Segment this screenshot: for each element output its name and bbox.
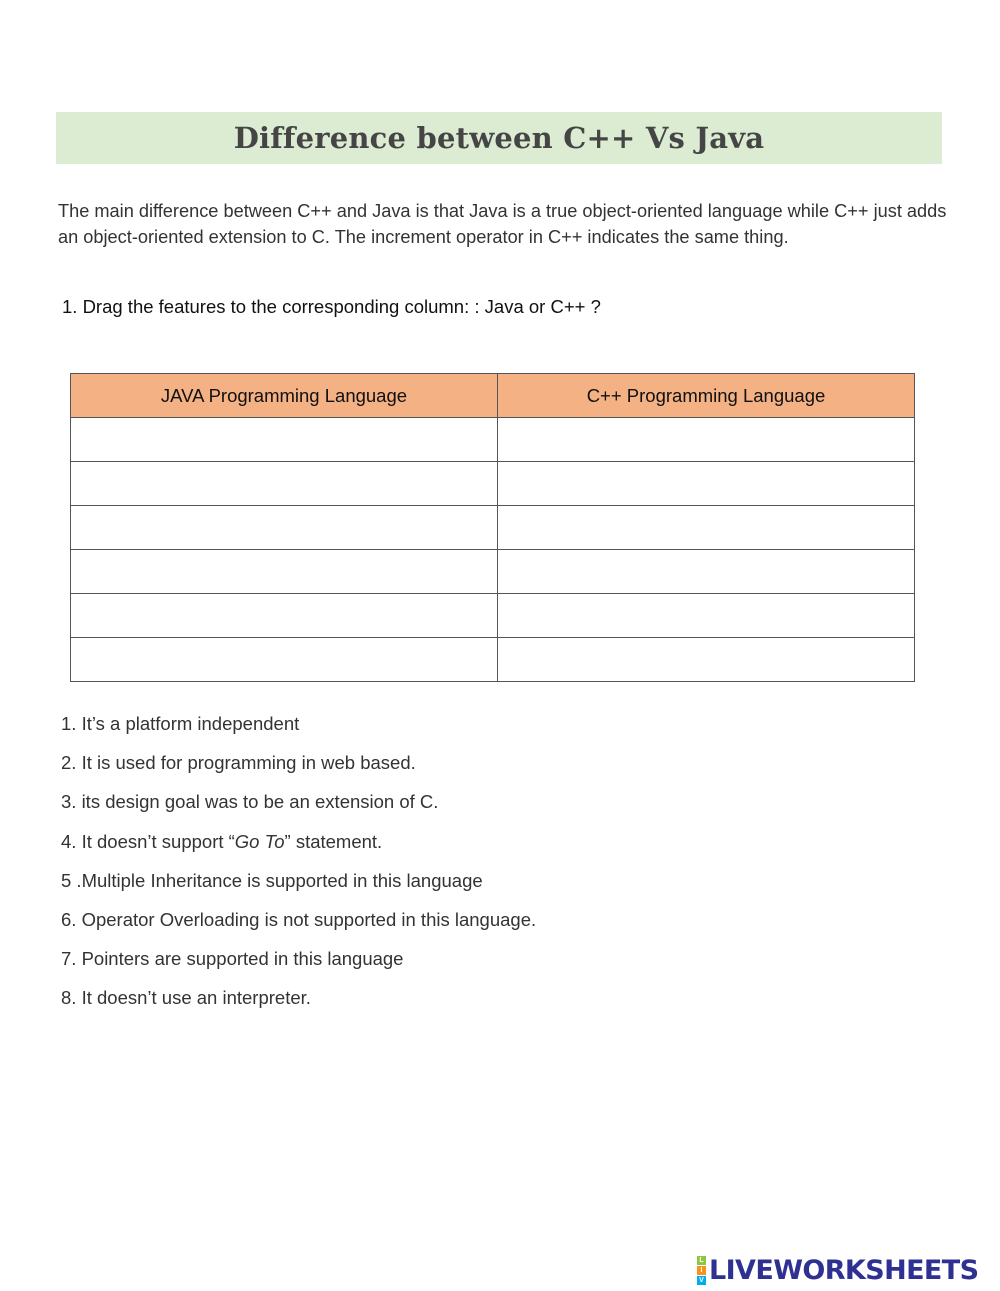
java-drop-zone[interactable] [71,418,498,462]
cpp-drop-zone[interactable] [498,506,915,550]
java-column-header: JAVA Programming Language [71,374,498,418]
logo-letter-i: I [697,1266,706,1275]
feature-item-6[interactable]: 6. Operator Overloading is not supported in this language. [61,908,537,930]
intro-paragraph: The main difference between C++ and Java is that Java is a true object-oriented language while C++ just adds an object-oriented extension to C. The increment operator in C++ indicates the same thing. [58,201,947,247]
feature-item-4-tail: ” statement. [284,830,383,852]
logo-letter-v: V [697,1276,706,1285]
feature-list [61,709,536,1023]
feature-item-8[interactable]: 8. It doesn’t use an interpreter. [61,987,311,1009]
feature-item-4-lead: 4. It doesn’t support “ [61,830,235,852]
cpp-drop-zone[interactable] [498,418,915,462]
liveworksheets-wordmark: LIVEWORKSHEETS [709,1254,979,1286]
table-row [71,550,915,594]
cpp-drop-zone[interactable] [498,638,915,682]
instruction-text: 1. Drag the features to the corresponding column: : Java or C++ ? [62,296,601,317]
liveworksheets-logo [697,1252,978,1288]
java-drop-zone[interactable] [71,506,498,550]
sorting-table [70,373,915,682]
java-drop-zone[interactable] [71,462,498,506]
feature-item-7[interactable]: 7. Pointers are supported in this language [61,948,404,970]
table-row [71,638,915,682]
cpp-drop-zone[interactable] [498,594,915,638]
feature-item-4[interactable] [61,827,536,866]
page-title: Difference between C++ Vs Java [233,121,765,155]
liveworksheets-icon [697,1255,706,1285]
table-row [71,462,915,506]
feature-item-4-goto: Go To [234,830,285,852]
logo-letter-l: L [697,1256,706,1265]
java-drop-zone[interactable] [71,550,498,594]
cpp-drop-zone[interactable] [498,550,915,594]
title-banner [56,112,942,164]
table-header-row [71,374,915,418]
feature-item-5[interactable]: 5 .Multiple Inheritance is supported in this language [61,869,483,891]
cpp-drop-zone[interactable] [498,462,915,506]
feature-item-2[interactable]: 2. It is used for programming in web based. [61,752,416,774]
java-drop-zone[interactable] [71,638,498,682]
feature-item-3[interactable]: 3. its design goal was to be an extension of C. [61,791,439,813]
table-row [71,418,915,462]
java-drop-zone[interactable] [71,594,498,638]
cpp-column-header: C++ Programming Language [498,374,915,418]
feature-item-1[interactable]: 1. It’s a platform independent [61,713,300,734]
table-row [71,594,915,638]
table-row [71,506,915,550]
